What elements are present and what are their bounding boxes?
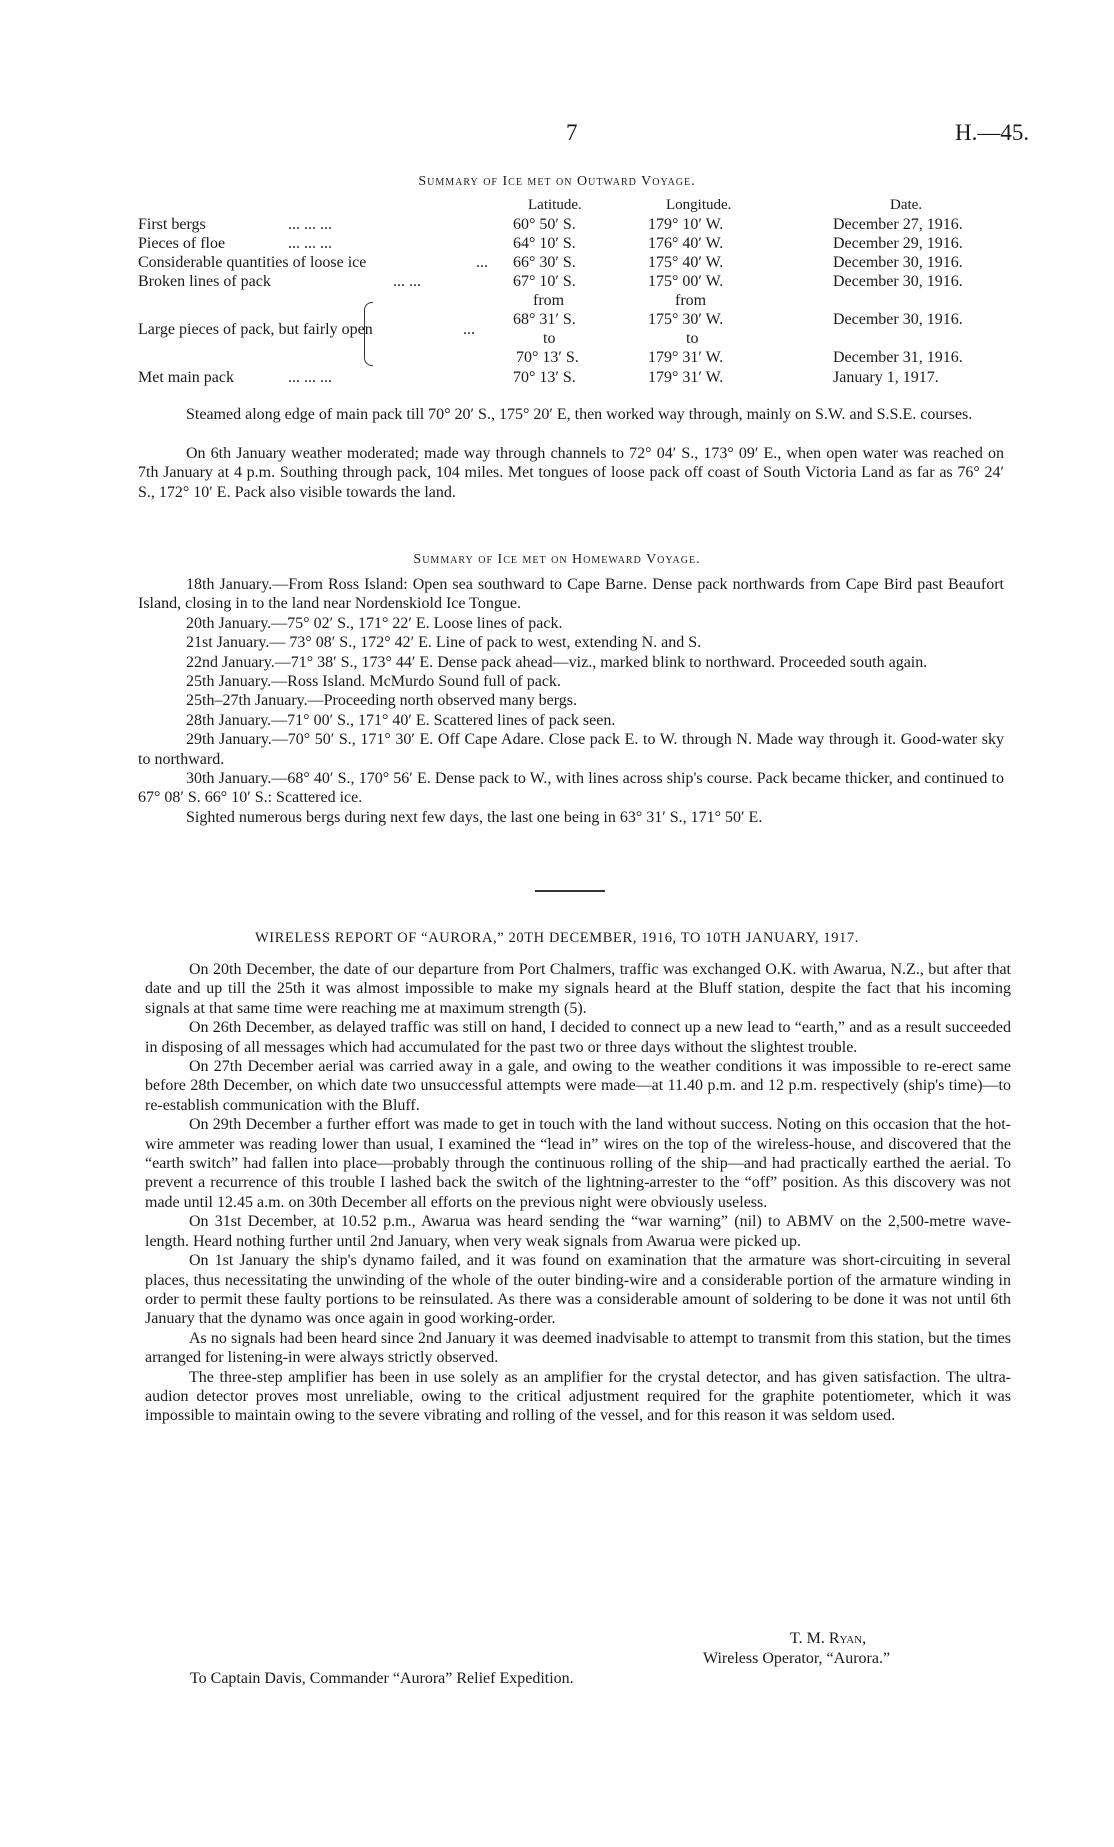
list-item: Sighted numerous bergs during next few days, the last one being in 63° 31′ S., 171° 50′ E. [186,808,763,826]
list-item: 20th January.—75° 02′ S., 171° 22′ E. Loose lines of pack. [186,614,563,632]
list-item: 18th January.—From Ross Island: Open sea southward to Cape Barne. Dense pack northwards from Cape Bird past Beaufort Island, closing in to the land near Nordenskiold Ice Tongue. [138,576,1004,613]
grouping-brace [364,302,373,366]
date-header: Date. [890,197,923,213]
section-divider [535,890,605,892]
outward-paragraph-1: Steamed along edge of main pack till 70° 20′ S., 175° 20′ E, then worked way through, mainly on S.W. and S.S.E. courses. [186,406,973,423]
list-item: 30th January.—68° 40′ S., 170° 56′ E. Dense pack to W., with lines across ship's course. Pack became thicker, and continued to 67° 08′ S. 66° 10′ S.: Scattered ice. [138,770,1004,807]
homeward-voyage-title: Summary of Ice met on Homeward Voyage. [413,552,701,567]
list-item: 28th January.—71° 00′ S., 171° 40′ E. Scattered lines of pack seen. [186,711,616,729]
list-item: 25th January.—Ross Island. McMurdo Sound full of pack. [186,673,561,691]
report-paragraph: On 20th December, the date of our departure from Port Chalmers, traffic was exchanged O.K. with Awarua, N.Z., but after that date and up till the 25th it was almost impossible to make my signals heard at the Bluff station, despite the fact that his incoming signals at that same time were reaching me at maximum strength (5). [145,961,1011,1017]
report-paragraph: As no signals had been heard since 2nd January it was deemed inadvisable to attempt to transmit from this station, but the times arranged for listening-in were always strictly observed. [145,1329,1011,1367]
wireless-report-body [145,960,1011,1426]
document-reference: H.—45. [955,120,1030,145]
report-paragraph: On 26th December, as delayed traffic was still on hand, I decided to connect up a new lead to “earth,” and as a result succeeded in disposing of all messages which had accumulated for the past two or three days without the slightest trouble. [145,1019,1011,1056]
latitude-header: Latitude. [528,197,582,213]
list-item: 21st January.— 73° 08′ S., 172° 42′ E. Line of pack to west, extending N. and S. [186,634,702,652]
document-page: 7 H.—45. Summary of Ice met on Outward Voyage. Latitude. Longitude. Date. First bergs ... ... ... 60° 50′ S. 179° 10′ W. December 27, 1916. Pieces of floe ... ... ... 64° 10′ S. 176° 40′ W. December 29, 1916. Considerable quantities of loose ice ... 66° 30′ S. 175° 40′ W. December 30, 1916. Broken lines of pack ... ... 67° 10′ S. 175° 00′ W. December 30, 1916. from from 68° 31′ S. 175° 30′ W. December 30, 1916. Large pieces of pack, but fairly open ... to to 70° 13′ S. 179° 31′ W. December 31, 1916. Met main pack ... ... ... 70° 13′ S. 179° 31′ W. January 1, 1917. Steamed along edge of main pack till 70° 20′ S., 175° 20′ E, then worked way through, mainly on S.W. and S.S.E. courses. On 6th January weather moderated; made way through channels to 72° 04′ S., 173° 09′ E., when open water was reached on 7th January at 4 p.m. Southing through pack, 104 miles. Met tongues of loose pack off coast of South Victoria Land as far as 76° 24′ S., 172° 10′ E. Pack also visible towards the land. Summary of Ice met on Homeward Voyage. 18th January.—From Ross Island: Open sea southward to Cape Barne. Dense pack northwards from Cape Bird past Beaufort Island, closing in to the land near Nordenskiold Ice Tongue. 20th January.—75° 02′ S., 171° 22′ E. Loose lines of pack. 21st January.— 73° 08′ S., 172° 42′ E. Line of pack to west, extending N. and S. 22nd January.—71° 38′ S., 173° 44′ E. Dense pack ahead—viz., marked blink to northward. Proceeded south again. 25th January.—Ross Island. McMurdo Sound full of pack. 25th–27th January.—Proceeding north observed many bergs. 28th January.—71° 00′ S., 171° 40′ E. Scattered lines of pack seen. 29th January.—70° 50′ S., 171° 30′ E. Off Cape Adare. Close pack E. to W. through N. Made way through it. Good-water sky to northward. 30th January.—68° 40′ S., 170° 56′ E. Dense pack to W., with lines across ship's course. Pack became thicker, and continued to 67° 08′ S. 66° 10′ S.: Scattered ice. Sighted numerous bergs during next few days, the last one being in 63° 31′ S., 171° 50′ E. WIRELESS REPORT OF “AURORA,” 20TH DECEMBER, 1916, TO 10TH JANUARY, 1917. On 20th December, the date of our departure from Port Chalmers, traffic was exchanged O.K. with Awarua, N.Z., but after that date and up till the 25th it was almost impossible to make my signals heard at the Bluff station, despite the fact that his incoming signals at that same time were reaching me at maximum strength (5). On 26th December, as delayed traffic was still on hand, I decided to connect up a new lead to “earth,” and as a result succeeded in disposing of all messages which had accumulated for the past two or three days without the slightest trouble. On 27th December aerial was carried away in a gale, and owing to the weather conditions it was impossible to re-erect same before 28th December, on which date two unsuccessful attempts were made—at 11.40 p.m. and 12 p.m. respectively (ship's time)—to re-establish communication with the Bluff. On 29th December a further effort was made to get in touch with the land without success. Noting on this occasion that the hot-wire ammeter was reading lower than usual, I examined the “lead in” wires on the top of the wireless-house, and discovered that the “earth switch” had fallen into place—probably through the continuous rolling of the ship—and had practically earthed the aerial. To prevent a recurrence of this trouble I lashed back the switch of the lightning-arrester to the “off” position. As this discovery was not made until 12.45 a.m. on 30th December all efforts on the previous night were obviously useless. On 31st December, at 10.52 p.m., Awarua was heard sending the “war warning” (nil) to ABMV on the 2,500-metre wave-length. Heard nothing further until 2nd January, when very weak signals from Awarua were picked up. On 1st January the ship's dynamo failed, and it was found on examination that the armature was short-circuiting in several places, thus necessitating the unwinding of the whole of the outer binding-wire and a considerable portion of the armature winding in order to permit these faulty portions to be reinsulated. As there was a considerable amount of soldering to be done it was not until 6th January that the dynamo was once again in good working-order. As no signals had been heard since 2nd January it was deemed inadvisable to attempt to transmit from this station, but the times arranged for listening-in were always strictly observed. The three-step amplifier has been in use solely as an amplifier for the crystal detector, and has given satisfaction. The ultra-audion detector proves most unreliable, owing to the critical adjustment required for the graphite potentiometer, which it was impossible to maintain owing to the severe vibrating and rolling of the vessel, and for this reason it was seldom used. T. M. Ryan, Wireless Operator, “Aurora.” To Captain Davis, Commander “Aurora” Relief Expedition. [0,0,1114,1847]
addressee-line: To Captain Davis, Commander “Aurora” Relief Expedition. [190,1670,574,1687]
report-paragraph: The three-step amplifier has been in use solely as an amplifier for the crystal detector, and has given satisfaction. The ultra-audion detector proves most unreliable, owing to the critical adjustment required for the graphite potentiometer, which it was impossible to maintain owing to the severe vibrating and rolling of the vessel, and for this reason it was seldom used. [145,1368,1011,1425]
report-paragraph: On 1st January the ship's dynamo failed, and it was found on examination that the armature was short-circuiting in several places, thus necessitating the unwinding of the whole of the outer binding-wire and a considerable portion of the armature winding in order to permit these faulty portions to be reinsulated. As there was a considerable amount of soldering to be done it was not until 6th January that the dynamo was once again in good working-order. [145,1252,1011,1328]
page-number: 7 [566,120,578,145]
report-paragraph: On 27th December aerial was carried away in a gale, and owing to the weather conditions it was impossible to re-erect same before 28th December, on which date two unsuccessful attempts were made—at 11.40 p.m. and 12 p.m. respectively (ship's time)—to re-establish communication with the Bluff. [145,1058,1011,1114]
signature-name: T. M. Ryan, [790,1630,867,1647]
list-item: 22nd January.—71° 38′ S., 173° 44′ E. Dense pack ahead—viz., marked blink to northward. Proceeded south again. [186,653,928,671]
report-paragraph: On 29th December a further effort was made to get in touch with the land without success. Noting on this occasion that the hot-wire ammeter was reading lower than usual, I examined the “lead in” wires on the top of the wireless-house, and discovered that the “earth switch” had fallen into place—probably through the continuous rolling of the ship—and had practically earthed the aerial. To prevent a recurrence of this trouble I lashed back the switch of the lightning-arrester to the “off” position. As this discovery was not made until 12.45 a.m. on 30th December all efforts on the previous night were obviously useless. [145,1116,1011,1211]
list-item: 29th January.—70° 50′ S., 171° 30′ E. Off Cape Adare. Close pack E. to W. through N. Made way through it. Good-water sky to northward. [138,731,1004,768]
outward-paragraph-2: On 6th January weather moderated; made way through channels to 72° 04′ S., 173° 09′ E., when open water was reached on 7th January at 4 p.m. Southing through pack, 104 miles. Met tongues of loose pack off coast of South Victoria Land as far as 76° 24′ S., 172° 10′ E. Pack also visible towards the land. [138,445,1004,501]
wireless-report-title: WIRELESS REPORT OF “AURORA,” 20TH DECEMBER, 1916, TO 10TH JANUARY, 1917. [255,930,859,946]
longitude-header: Longitude. [666,197,732,213]
outward-voyage-title: Summary of Ice met on Outward Voyage. [418,174,696,189]
list-item: 25th–27th January.—Proceeding north observed many bergs. [186,692,578,710]
homeward-entries [138,575,1004,827]
signature-title: Wireless Operator, “Aurora.” [703,1650,891,1667]
report-paragraph: On 31st December, at 10.52 p.m., Awarua was heard sending the “war warning” (nil) to ABMV on the 2,500-metre wave-length. Heard nothing further until 2nd January, when very weak signals from Awarua were picked up. [145,1213,1011,1250]
